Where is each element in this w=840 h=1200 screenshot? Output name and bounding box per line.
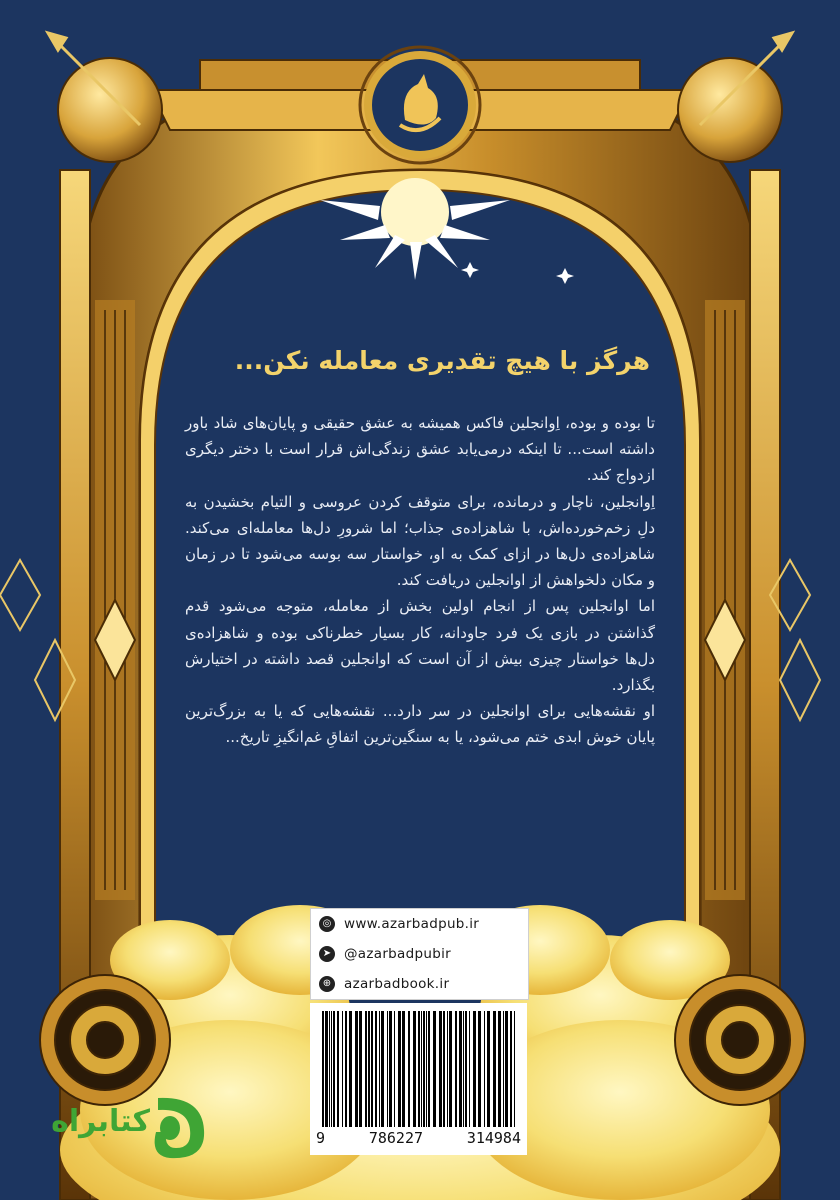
- isbn-barcode: [310, 1003, 527, 1155]
- globe-icon: ⊕: [319, 976, 335, 992]
- telegram-handle[interactable]: @azarbadpubir: [344, 946, 451, 962]
- publisher-contact-box: [310, 908, 529, 1000]
- website-link[interactable]: www.azarbadpub.ir: [344, 916, 480, 932]
- telegram-icon: ➤: [319, 946, 335, 962]
- ketabrah-logo: [40, 1092, 210, 1162]
- isbn-group-2: 314984: [466, 1129, 521, 1147]
- contact-row-telegram: [311, 939, 528, 969]
- instagram-icon: ◎: [319, 916, 335, 932]
- blurb-paragraph: اما اوانجلین پس از انجام اولین بخش از معامله، متوجه می‌شود قدم گذاشتن در بازی یک فرد جاودانه، کار بسیار خطرناکی بوده و شاهزاده‌ی دل‌ها خواستار چیزی بیش از آن است که اوانجلین قصد داشته در اختیارش بگذارد.: [185, 597, 655, 695]
- isbn-group-1: 786227: [368, 1129, 424, 1147]
- isbn-number: [316, 1129, 521, 1147]
- blurb-paragraph: تا بوده و بوده، اِوانجلین فاکس همیشه به عشق حقیقی و پایان‌های شاد باور داشته است... تا اینکه درمی‌یابد عشق زندگی‌اش قرار است با دختر دیگری ازدواج کند.: [185, 414, 655, 485]
- blurb-paragraph: او نقشه‌هایی برای اوانجلین در سر دارد... نقشه‌هایی که یا به بزرگ‌ترین پایان خوش ابدی ختم می‌شود، یا به سنگین‌ترین اتفاقِ غم‌انگیزِ تاریخ...: [185, 702, 655, 747]
- blurb-text: [185, 410, 655, 751]
- logo-wordmark: کتابراه: [51, 1104, 150, 1139]
- isbn-lead-digit: 9: [316, 1129, 326, 1147]
- barcode-bars: [310, 1003, 527, 1133]
- tagline: هرگز با هیچ تقدیری معامله نکن...: [234, 346, 650, 375]
- bookstore-link[interactable]: azarbadbook.ir: [344, 976, 450, 992]
- contact-row-website: [311, 909, 528, 939]
- contact-row-bookstore: [311, 969, 528, 999]
- blurb-paragraph: اِوانجلین، ناچار و درمانده، برای متوقف کردن عروسی و التیام بخشیدن به دلِ زخم‌خورده‌اش، با شاهزاده‌ی جذاب؛ اما شرورِ دل‌ها معامله‌ای می‌کند. شاهزاده‌ی دل‌ها در ازای کمک به او، خواستار سه بوسه می‌شود تا در زمان و مکان دلخواهش از اوانجلین دریافت کند.: [185, 492, 655, 590]
